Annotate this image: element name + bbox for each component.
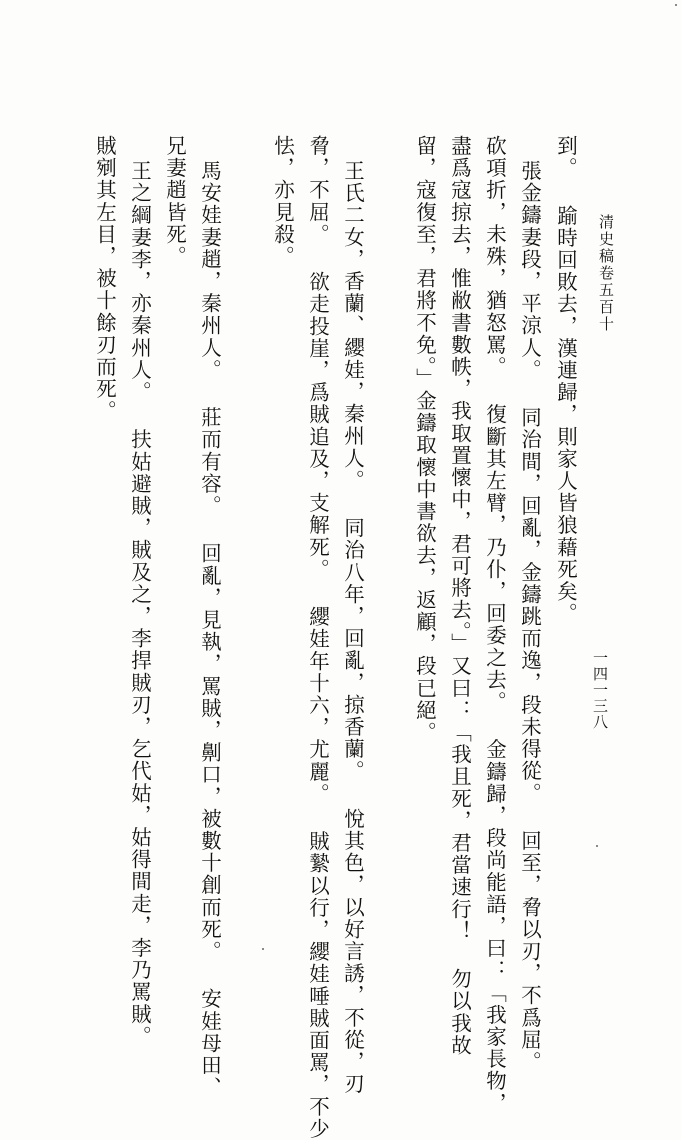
page-number: 一四一三八: [591, 650, 609, 730]
text-column-10: 兄妻趙皆死。: [162, 135, 187, 268]
running-header-title: 清史稿卷五百十: [597, 214, 615, 333]
text-column-4: 盡爲寇掠去，惟敝書數帙，我取置懷中，君可將去。」又曰：「我且死，君當速行！ 勿以我故: [447, 135, 472, 1057]
text-column-2: 張金鑄妻段，平涼人。 同治間，回亂，金鑄跳而逸，段未得從。 回至，脅以刃，不爲屈。: [517, 160, 542, 1074]
text-column-11: 王之綱妻李，亦秦州人。 扶姑避賊，賊及之，李捍賊刃，乞代姑，姑得間走，李乃罵賊。: [127, 160, 152, 1048]
text-column-6: 王氏二女，香蘭、纓娃，秦州人。 同治八年，回亂，掠香蘭。 悅其色，以好言誘，不從，刃: [340, 160, 365, 1096]
text-column-7: 脅，不屈。 欲走投崖，爲賊追及，支解死。 纓娃年十六，尤麗。 賊縶以行，纓娃唾賊面罵，不少: [305, 135, 330, 1140]
text-column-5: 留，寇復至，君將不免。」金鑄取懷中書欲去，返顧，段已絕。: [412, 135, 437, 744]
scan-speck: [596, 845, 598, 847]
text-column-9: 馬安娃妻趙，秦州人。 莊而有容。 回亂，見執，罵賊，劓口，被數十創而死。 安娃母田、: [197, 160, 222, 1099]
text-column-8: 怯，亦見殺。: [270, 135, 295, 268]
scan-speck: [675, 4, 677, 6]
text-column-12: 賊剜其左目，被十餘刃而死。: [92, 135, 117, 423]
text-column-1: 到。 踰時回敗去，漢連歸，則家人皆狼藉死矣。: [553, 135, 578, 625]
text-column-3: 砍項折，未殊，猶怒罵。 復斷其左臂，乃仆，回委之去。 金鑄歸，段尚能語，曰：「我家長物，: [482, 135, 507, 1115]
scan-speck: [262, 948, 264, 950]
